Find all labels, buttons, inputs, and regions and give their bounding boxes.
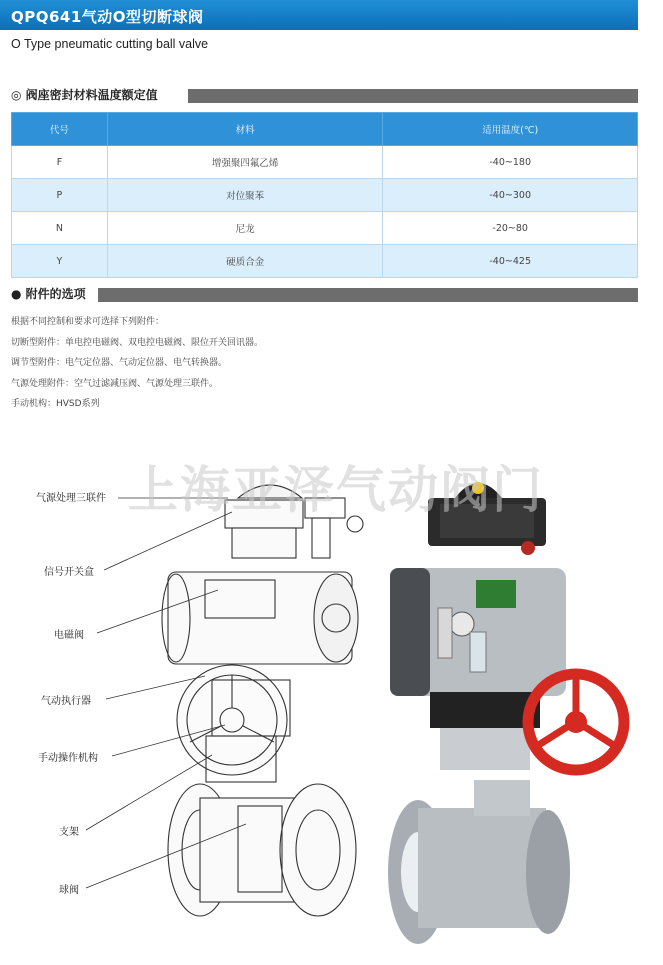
table-row [12, 146, 638, 179]
cell-material: 尼龙 [107, 212, 383, 245]
title-bar [0, 0, 638, 30]
table-header-row [12, 113, 638, 146]
accessory-section-heading [11, 286, 638, 302]
label-signal-switch-box: 信号开关盒 [44, 567, 94, 578]
column-header-temperature: 适用温度(℃) [383, 113, 638, 146]
label-bracket: 支架 [59, 827, 79, 838]
section-divider-bar [98, 288, 638, 302]
column-header-material: 材料 [107, 113, 383, 146]
label-solenoid-valve: 电磁阀 [54, 630, 84, 641]
label-manual-mechanism: 手动操作机构 [38, 753, 98, 764]
table-row [12, 212, 638, 245]
cell-code: Y [12, 245, 108, 278]
note-line: 气源处理附件：空气过滤减压阀、气源处理三联件。 [11, 378, 219, 389]
cell-material: 增强聚四氟乙烯 [107, 146, 383, 179]
valve-line-drawing [162, 485, 363, 916]
cell-material: 对位聚苯 [107, 179, 383, 212]
page-subtitle: O Type pneumatic cutting ball valve [11, 37, 209, 51]
note-line: 手动机构：HVSD系列 [11, 399, 100, 409]
section-divider-bar [188, 89, 638, 103]
cell-code: F [12, 146, 108, 179]
note-line: 切断型附件：单电控电磁阀、双电控电磁阀、限位开关回讯器。 [11, 337, 264, 348]
cell-temperature: -40~425 [383, 245, 638, 278]
cell-temperature: -40~300 [383, 179, 638, 212]
cell-temperature: -40~180 [383, 146, 638, 179]
valve-photo [388, 482, 624, 944]
table-row [12, 245, 638, 278]
note-line: 调节型附件：电气定位器、气动定位器、电气转换器。 [11, 358, 228, 368]
accessory-section-label: ● 附件的选项 [11, 286, 90, 302]
seat-material-table [11, 112, 638, 278]
table-row [12, 179, 638, 212]
seat-section-heading [11, 87, 638, 103]
label-ball-valve: 球阀 [59, 885, 79, 896]
seat-section-label: ◎ 阀座密封材料温度额定值 [11, 87, 162, 103]
accessory-notes [11, 312, 263, 415]
column-header-code: 代号 [12, 113, 108, 146]
cell-material: 硬质合金 [107, 245, 383, 278]
label-air-treatment-unit: 气源处理三联件 [36, 493, 106, 504]
page-title: QPQ641气动O型切断球阀 [11, 8, 204, 26]
label-pneumatic-actuator: 气动执行器 [41, 696, 91, 707]
watermark: 上海亚泽气动阀门 [128, 461, 544, 519]
note-line: 根据不同控制和要求可选择下列附件： [11, 317, 165, 327]
cell-code: P [12, 179, 108, 212]
handwheel-red [528, 674, 624, 770]
cell-temperature: -20~80 [383, 212, 638, 245]
cell-code: N [12, 212, 108, 245]
